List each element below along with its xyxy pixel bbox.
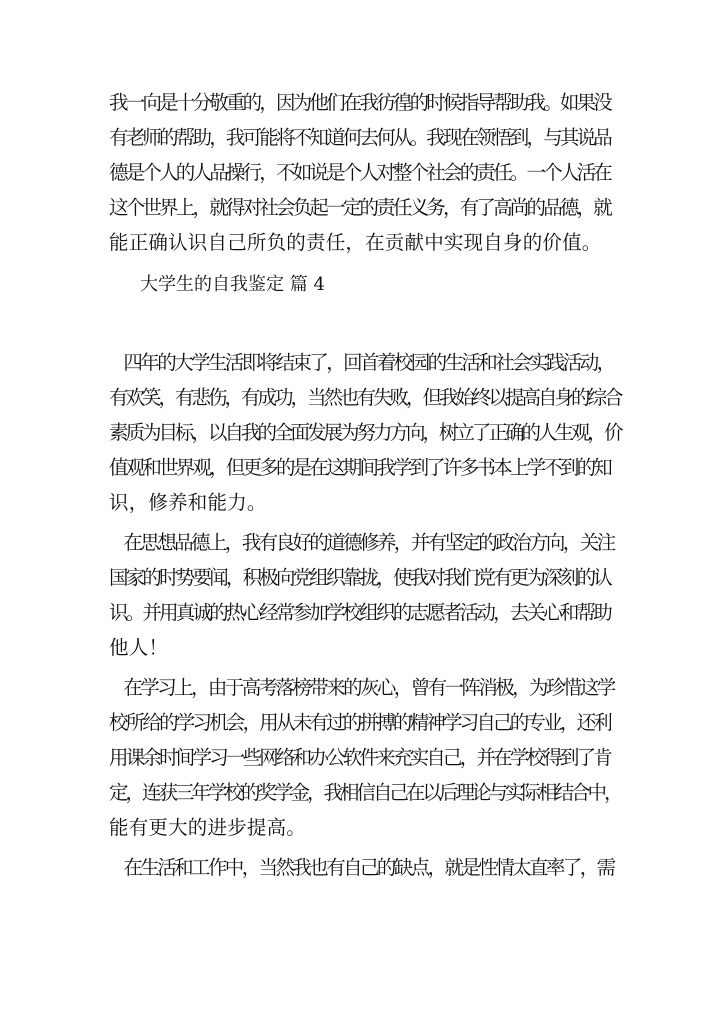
paragraph-line: 能有更大的进步提高。 bbox=[109, 816, 307, 839]
paragraph-line: 在生活和工作中，当然我也有自己的缺点，就是性情太直率了，需 bbox=[109, 856, 614, 879]
paragraph-line: 四年的大学生活即将结束了，回首着校园的生活和社会实践活动， bbox=[109, 351, 614, 374]
paragraph-line: 识。并用真诚的热心经常参加学校组织的志愿者活动，去关心和帮助 bbox=[109, 601, 611, 624]
paragraph-line: 识，修养和能力。 bbox=[109, 491, 267, 514]
paragraph-line: 有欢笑，有悲伤，有成功，当然也有失败，但我始终以提高自身的综合 bbox=[109, 386, 621, 409]
paragraph-line: 素质为目标，以自我的全面发展为努力方向，树立了正确的人生观，价 bbox=[109, 421, 621, 444]
paragraph-line: 用课余时间学习一些网络和办公软件来充实自己，并在学校得到了肯 bbox=[109, 746, 611, 769]
paragraph-line: 能正确认识自己所负的责任，在贡献中实现自身的价值。 bbox=[109, 231, 602, 254]
paragraph-line: 我一向是十分敬重的，因为他们在我彷徨的时候指导帮助我。如果没 bbox=[109, 91, 611, 114]
paragraph-line: 有老师的帮助，我可能将不知道何去何从。我现在领悟到，与其说品 bbox=[109, 126, 611, 149]
paragraph-line: 这个世界上，就得对社会负起一定的责任义务，有了高尚的品德，就 bbox=[109, 196, 611, 219]
paragraph-line: 定，连获三年学校的奖学金，我相信自己在以后理论与实际相结合中， bbox=[109, 781, 621, 804]
paragraph-line: 值观和世界观，但更多的是在这期间我学到了许多书本上学不到的知 bbox=[109, 456, 611, 479]
section-heading: 大学生的自我鉴定 篇 4 bbox=[140, 274, 325, 295]
paragraph-line: 德是个人的人品操行，不如说是个人对整个社会的责任。一个人活在 bbox=[109, 161, 611, 184]
paragraph-line: 校所给的学习机会，用从未有过的拼搏的精神学习自己的专业，还利 bbox=[109, 711, 611, 734]
paragraph-line: 在思想品德上，我有良好的道德修养，并有坚定的政治方向，关注 bbox=[109, 531, 614, 554]
paragraph-line: 在学习上，由于高考落榜带来的灰心，曾有一阵消极，为珍惜这学 bbox=[109, 676, 614, 699]
paragraph-line: 国家的时势要闻，积极向党组织靠拢，使我对我们党有更为深刻的认 bbox=[109, 566, 611, 589]
paragraph-line: 他人！ bbox=[109, 636, 169, 659]
